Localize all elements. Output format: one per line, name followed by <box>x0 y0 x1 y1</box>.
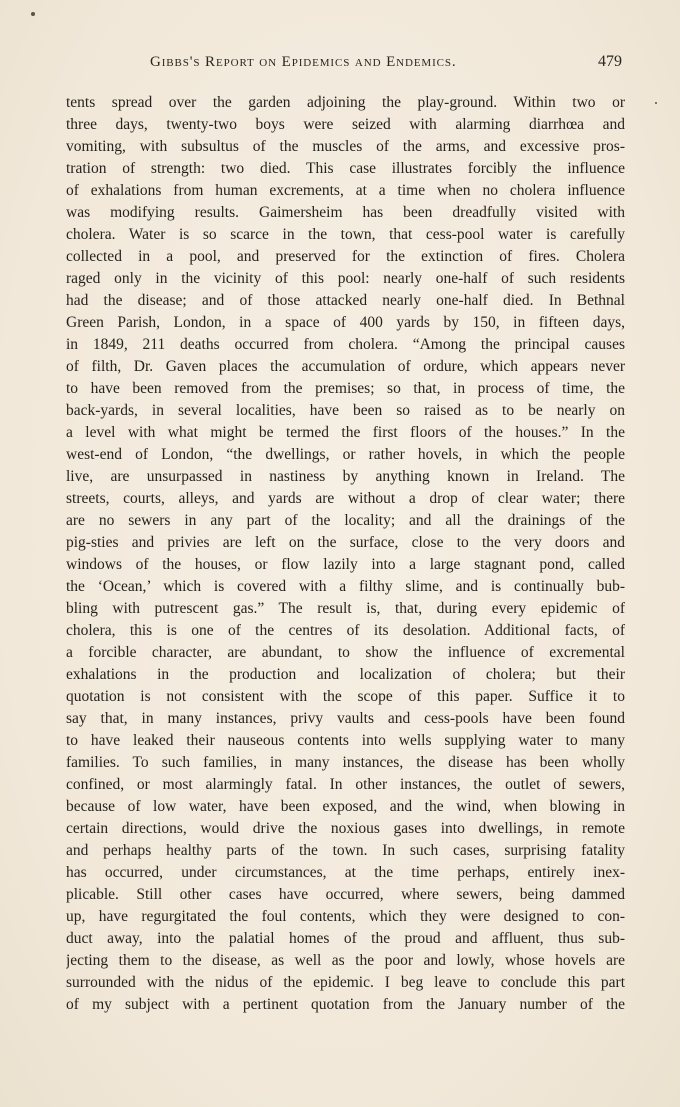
paper-speck <box>655 102 657 104</box>
text-line: to have been removed from the premises; so that, in process of time, the <box>66 380 625 397</box>
text-line: duct away, into the palatial homes of the proud and affluent, thus sub- <box>66 930 625 947</box>
page-number: 479 <box>598 53 622 70</box>
text-line: collected in a pool, and preserved for the extinction of fires. Cholera <box>66 248 625 265</box>
text-line: has occurred, under circumstances, at the time perhaps, entirely inex- <box>66 864 625 881</box>
text-line: raged only in the vicinity of this pool: nearly one-half of such residents <box>66 270 625 287</box>
running-head <box>150 50 620 76</box>
text-line: windows of the houses, or flow lazily into a large stagnant pond, called <box>66 556 625 573</box>
text-line: of exhalations from human excrements, at a time when no cholera influence <box>66 182 625 199</box>
text-line: a forcible character, are abundant, to show the influence of excremental <box>66 644 625 661</box>
text-line: plicable. Still other cases have occurred, where sewers, being dammed <box>66 886 625 903</box>
text-line: west-end of London, “the dwellings, or rather hovels, in which the people <box>66 446 625 463</box>
text-line: was modifying results. Gaimersheim has been dreadfully visited with <box>66 204 625 221</box>
text-line: back-yards, in several localities, have been so raised as to be nearly on <box>66 402 625 419</box>
text-line: quotation is not consistent with the scope of this paper. Suffice it to <box>66 688 625 705</box>
text-line: confined, or most alarmingly fatal. In other instances, the outlet of sewers, <box>66 776 625 793</box>
text-line: tration of strength: two died. This case illustrates forcibly the influence <box>66 160 625 177</box>
text-line: of my subject with a pertinent quotation from the January number of the <box>66 996 625 1013</box>
text-line: cholera. Water is so scarce in the town, that cess-pool water is carefully <box>66 226 625 243</box>
text-line: Green Parish, London, in a space of 400 yards by 150, in fifteen days, <box>66 314 625 331</box>
text-line: and perhaps healthy parts of the town. In such cases, surprising fatality <box>66 842 625 859</box>
text-line: because of low water, have been exposed, and the wind, when blowing in <box>66 798 625 815</box>
text-line: say that, in many instances, privy vaults and cess-pools have been found <box>66 710 625 727</box>
text-line: three days, twenty-two boys were seized with alarming diarrhœa and <box>66 116 625 133</box>
text-line: up, have regurgitated the foul contents, which they were designed to con- <box>66 908 625 925</box>
text-line: of filth, Dr. Gaven places the accumulation of ordure, which appears never <box>66 358 625 375</box>
text-line: streets, courts, alleys, and yards are without a drop of clear water; there <box>66 490 625 507</box>
text-line: surrounded with the nidus of the epidemic. I beg leave to conclude this part <box>66 974 625 991</box>
text-line: certain directions, would drive the noxious gases into dwellings, in remote <box>66 820 625 837</box>
text-line: exhalations in the production and localization of cholera; but their <box>66 666 625 683</box>
paper-speck <box>31 12 35 16</box>
text-line: vomiting, with subsultus of the muscles of the arms, and excessive pros- <box>66 138 625 155</box>
text-line: tents spread over the garden adjoining the play-ground. Within two or <box>66 94 625 111</box>
text-line: to have leaked their nauseous contents into wells supplying water to many <box>66 732 625 749</box>
text-line: cholera, this is one of the centres of its desolation. Additional facts, of <box>66 622 625 639</box>
body-text <box>66 92 625 1016</box>
text-line: the ‘Ocean,’ which is covered with a filthy slime, and is continually bub- <box>66 578 625 595</box>
text-line: in 1849, 211 deaths occurred from cholera. “Among the principal causes <box>66 336 625 353</box>
text-line: jecting them to the disease, as well as the poor and lowly, whose hovels are <box>66 952 625 969</box>
text-line: are no sewers in any part of the locality; and all the drainings of the <box>66 512 625 529</box>
text-line: pig-sties and privies are left on the surface, close to the very doors and <box>66 534 625 551</box>
text-line: bling with putrescent gas.” The result is, that, during every epidemic of <box>66 600 625 617</box>
text-line: live, are unsurpassed in nastiness by anything known in Ireland. The <box>66 468 625 485</box>
text-line: families. To such families, in many instances, the disease has been wholly <box>66 754 625 771</box>
text-line: had the disease; and of those attacked nearly one-half died. In Bethnal <box>66 292 625 309</box>
running-head-title: Gibbs's Report on Epidemics and Endemics. <box>150 54 457 70</box>
text-line: a level with what might be termed the first floors of the houses.” In the <box>66 424 625 441</box>
